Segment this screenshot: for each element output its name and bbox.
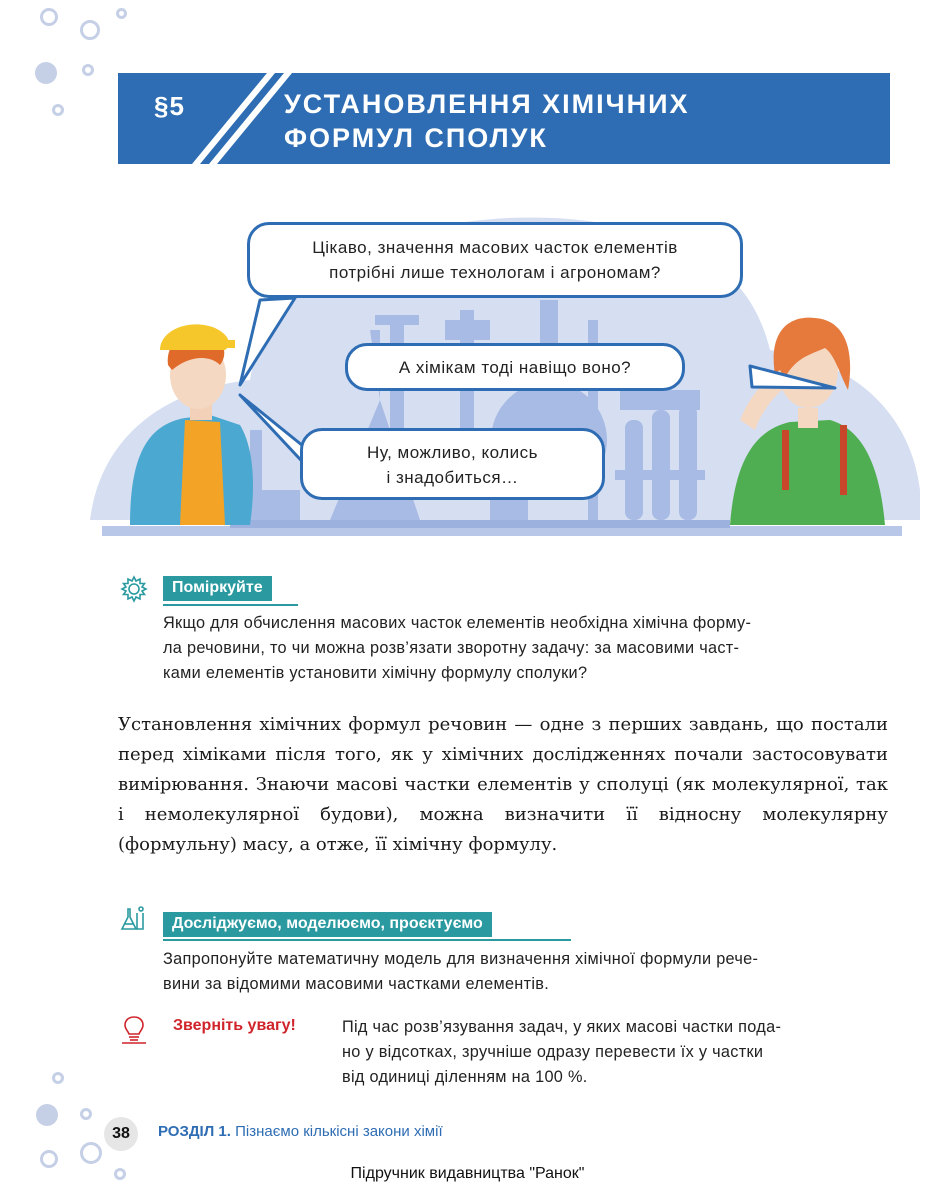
bubble-line: А хімікам тоді навіщо воно? [398,358,632,377]
research-text [163,947,883,997]
decor-dot [116,8,127,19]
main-paragraph: Установлення хімічних формул речовин — одне з перших завдань, що постали перед хіміками після того, як у хімічних дослідженнях почали застосовувати вимірювання. Знаючи масові частки елементів у сполуці (як молекулярної, так і немолекулярної будови), можна визначити її відносну молекулярну (формульну) масу, а отже, її хімічну формулу. [118,714,888,855]
text-line: Якщо для обчислення масових часток елементів необхідна хімічна форму- [163,614,752,632]
think-label: Поміркуйте [163,576,272,601]
speech-bubble-girl [345,343,685,391]
text-line: від одиниці діленням на 100 %. [342,1068,588,1086]
lightbulb-icon [122,1015,146,1045]
text-line: Під час розв’язування задач, у яких масові частки пода- [342,1018,782,1036]
page-number: 38 [104,1117,138,1151]
publisher-note: Підручник видавництва "Ранок" [350,1165,585,1182]
think-text [163,611,883,686]
decor-dot [40,8,58,26]
think-underline [163,604,298,606]
section-number: §5 [154,91,185,121]
decor-dot [80,1108,92,1120]
attention-text [342,1015,887,1090]
research-heading [163,912,492,937]
text-line: ками елементів установити хімічну формулу сполуки? [163,664,588,682]
decor-dot [52,1072,64,1084]
title-line-2: ФОРМУЛ СПОЛУК [284,123,548,153]
bubble-line: потрібні лише технологам і агрономам? [329,263,661,282]
decor-dot [52,104,64,116]
research-underline [163,939,571,941]
bubble-line: Ну, можливо, колись [367,443,538,462]
text-line: Запропонуйте математичну модель для визначення хімічної формули рече- [163,950,759,968]
chapter-title: Пізнаємо кількісні закони хімії [230,1123,443,1140]
decor-dot [36,1104,58,1126]
attention-label: Зверніть увагу! [173,1017,296,1034]
speech-bubble-boy-question [247,222,743,298]
chapter-footer [158,1123,443,1140]
decor-dot [80,20,100,40]
text-line: ла речовини, то чи можна розв’язати зворотну задачу: за масовими част- [163,639,740,657]
decor-dot [80,1142,102,1164]
gear-icon [120,575,148,603]
text-line: вини за відомими масовими частками елементів. [163,975,550,993]
decor-dot [35,62,57,84]
page-title [284,87,690,155]
chapter-banner [118,73,890,164]
flask-icon [120,905,148,933]
speech-bubble-boy-answer [300,428,605,500]
title-line-1: УСТАНОВЛЕННЯ ХІМІЧНИХ [284,89,690,119]
bubble-line: і знадобиться… [386,468,519,487]
decor-dot [82,64,94,76]
think-heading [163,576,272,601]
chapter-label: РОЗДІЛ 1. [158,1123,231,1140]
bubble-line: Цікаво, значення масових часток елементів [312,238,678,257]
text-line: но у відсотках, зручніше одразу перевести їх у частки [342,1043,764,1061]
research-label: Досліджуємо, моделюємо, проєктуємо [163,912,492,937]
